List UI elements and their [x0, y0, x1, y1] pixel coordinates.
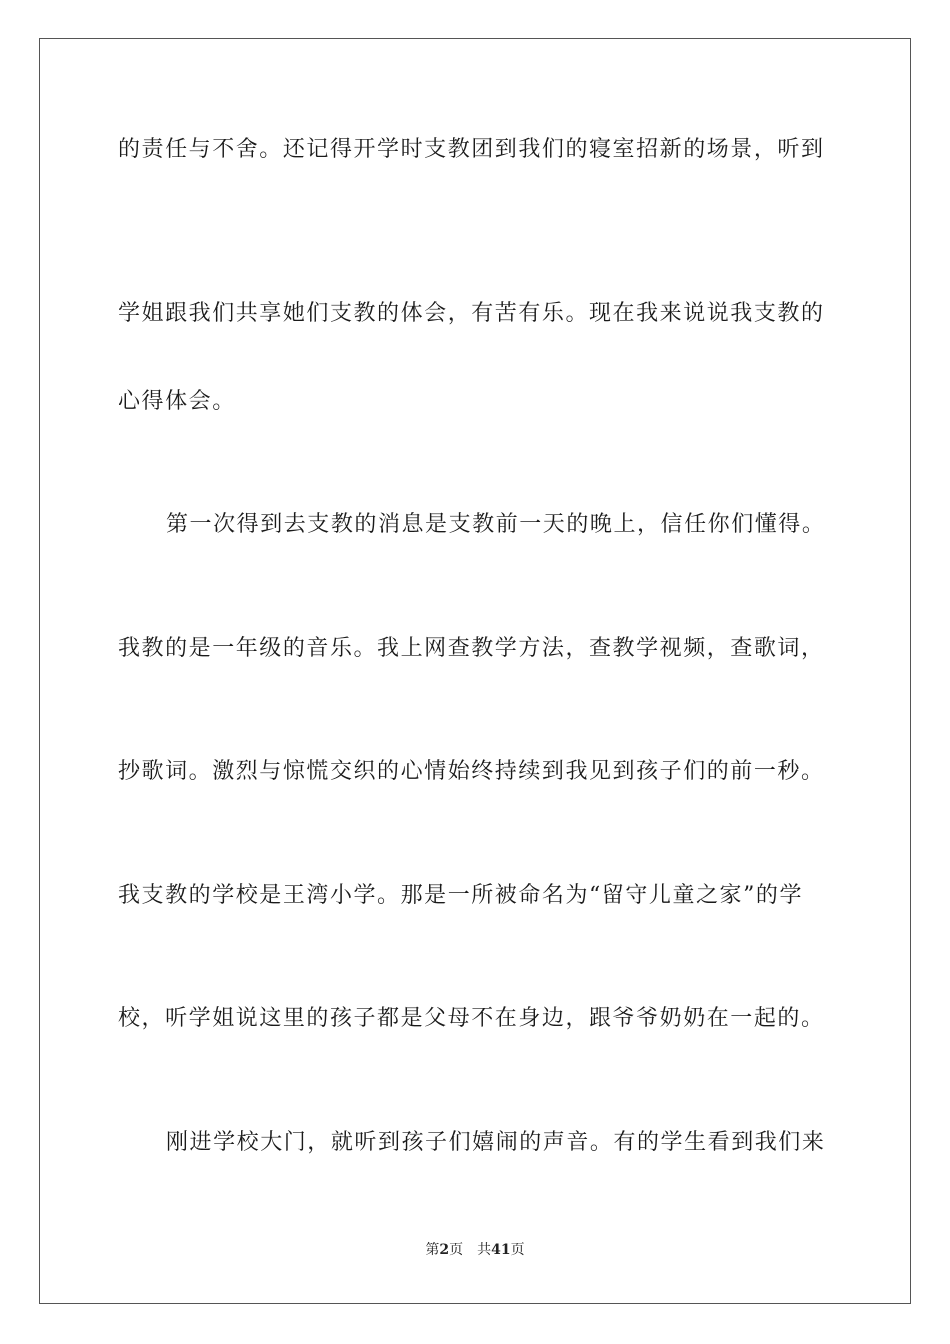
page-number: 2 — [439, 1242, 450, 1258]
paragraph-line: 我支教的学校是王湾小学。那是一所被命名为“留守儿童之家”的学 — [118, 883, 803, 908]
total-suffix: 页 — [510, 1242, 525, 1258]
paragraph-line: 的责任与不舍。还记得开学时支教团到我们的寝室招新的场景，听到 — [118, 137, 825, 162]
paragraph-line: 抄歌词。激烈与惊慌交织的心情始终持续到我见到孩子们的前一秒。 — [118, 759, 825, 784]
paragraph-line: 学姐跟我们共享她们支教的体会，有苦有乐。现在我来说说我支教的 — [118, 301, 825, 326]
total-prefix: 共 — [477, 1242, 492, 1258]
paragraph-line: 心得体会。 — [118, 389, 236, 414]
page-prefix: 第 — [425, 1242, 440, 1258]
document-page — [39, 38, 911, 1304]
total-pages: 41 — [491, 1242, 511, 1258]
page-suffix: 页 — [449, 1242, 464, 1258]
paragraph-line: 第一次得到去支教的消息是支教前一天的晚上，信任你们懂得。 — [166, 512, 826, 537]
paragraph-line: 校，听学姐说这里的孩子都是父母不在身边，跟爷爷奶奶在一起的。 — [118, 1006, 825, 1031]
paragraph-line: 刚进学校大门，就听到孩子们嬉闹的声音。有的学生看到我们来 — [166, 1130, 826, 1155]
paragraph-line: 我教的是一年级的音乐。我上网查教学方法，查教学视频，查歌词， — [118, 636, 825, 661]
page-footer — [40, 1239, 910, 1259]
